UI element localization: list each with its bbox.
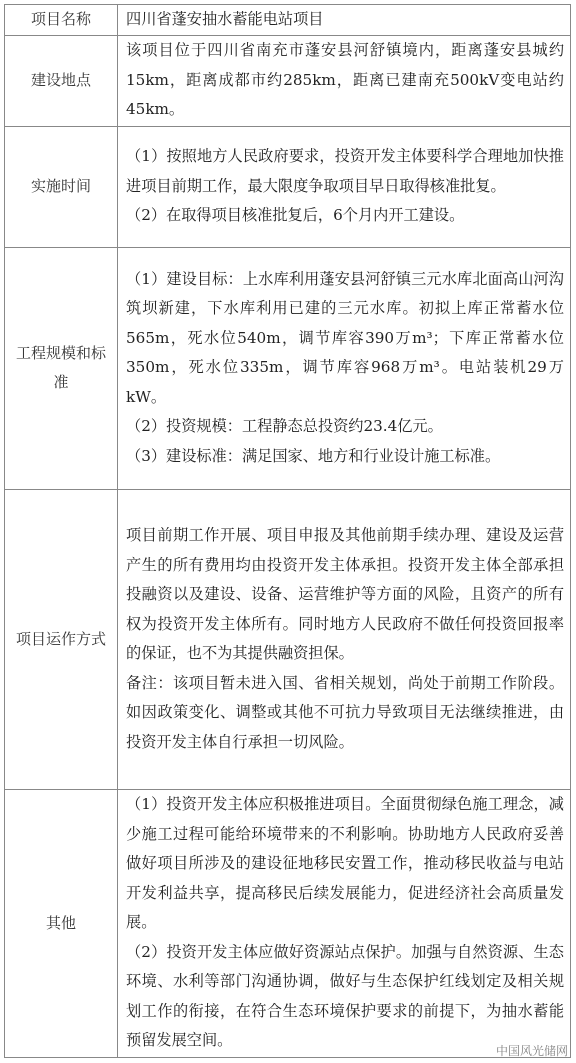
- paragraph: （1）建设目标：上水库利用蓬安县河舒镇三元水库北面高山河沟筑坝新建，下水库利用已建的三元水库。初拟上库正常蓄水位565m，死水位540m，调节库容390万m³；下库正常蓄水位350m，死水位335m，调节库容968万m³。电站装机29万kW。: [126, 269, 564, 406]
- row-content: [118, 789, 571, 1057]
- paragraph: 项目前期工作开展、项目申报及其他前期手续办理、建设及运营产生的所有费用均由投资开发主体承担。投资开发主体全部承担投融资以及建设、设备、运营维护等方面的风险，且资产的所有权为投资开发主体所有。同时地方人民政府不做任何投资回报率的保证，也不为其提供融资担保。: [126, 526, 564, 662]
- paragraph: 备注：该项目暂未进入国、省相关规划，尚处于前期工作阶段。如因政策变化、调整或其他不可抗力导致项目无法继续推进，由投资开发主体自行承担一切风险。: [126, 673, 564, 751]
- table-row: [5, 789, 571, 1057]
- paragraph: 该项目位于四川省南充市蓬安县河舒镇境内，距离蓬安县城约15km，距离成都市约285km，距离已建南充500kV变电站约45km。: [126, 41, 564, 119]
- row-label: 实施时间: [5, 126, 118, 247]
- paragraph: （1）投资开发主体应积极推进项目。全面贯彻绿色施工理念，减少施工过程可能给环境带来的不利影响。协助地方人民政府妥善做好项目所涉及的建设征地移民安置工作，推动移民收益与电站开发利益共享，提高移民后续发展能力，促进经济社会高质量发展。: [126, 795, 564, 932]
- paragraph: 四川省蓬安抽水蓄能电站项目: [126, 10, 324, 28]
- paragraph: （2）在取得项目核准批复后，6个月内开工建设。: [126, 206, 465, 225]
- paragraph: （2）投资规模：工程静态总投资约23.4亿元。: [126, 417, 443, 436]
- table-row: [5, 5, 571, 36]
- row-content: [118, 35, 571, 126]
- row-label: 工程规模和标准: [5, 247, 118, 489]
- table-row: [5, 489, 571, 789]
- watermark: 中国风光储网: [495, 1044, 568, 1058]
- paragraph: （2）投资开发主体应做好资源站点保护。加强与自然资源、生态环境、水利等部门沟通协调，做好与生态保护红线划定及相关规划工作的衔接，在符合生态环境保护要求的前提下，为抽水蓄能预留发展空间。: [126, 942, 564, 1050]
- row-content: [118, 247, 571, 489]
- table-row: [5, 126, 571, 247]
- row-label: 项目名称: [5, 5, 118, 36]
- row-label: 其他: [5, 789, 118, 1057]
- row-content: [118, 489, 571, 789]
- table-row: [5, 247, 571, 489]
- row-content: [118, 126, 571, 247]
- paragraph: （3）建设标准：满足国家、地方和行业设计施工标准。: [126, 446, 501, 465]
- row-label: 建设地点: [5, 35, 118, 126]
- row-label: 项目运作方式: [5, 489, 118, 789]
- paragraph: （1）按照地方人民政府要求，投资开发主体要科学合理地加快推进项目前期工作，最大限度争取项目早日取得核准批复。: [126, 147, 564, 195]
- project-info-table: [4, 4, 571, 1058]
- table-row: [5, 35, 571, 126]
- row-content: [118, 5, 571, 36]
